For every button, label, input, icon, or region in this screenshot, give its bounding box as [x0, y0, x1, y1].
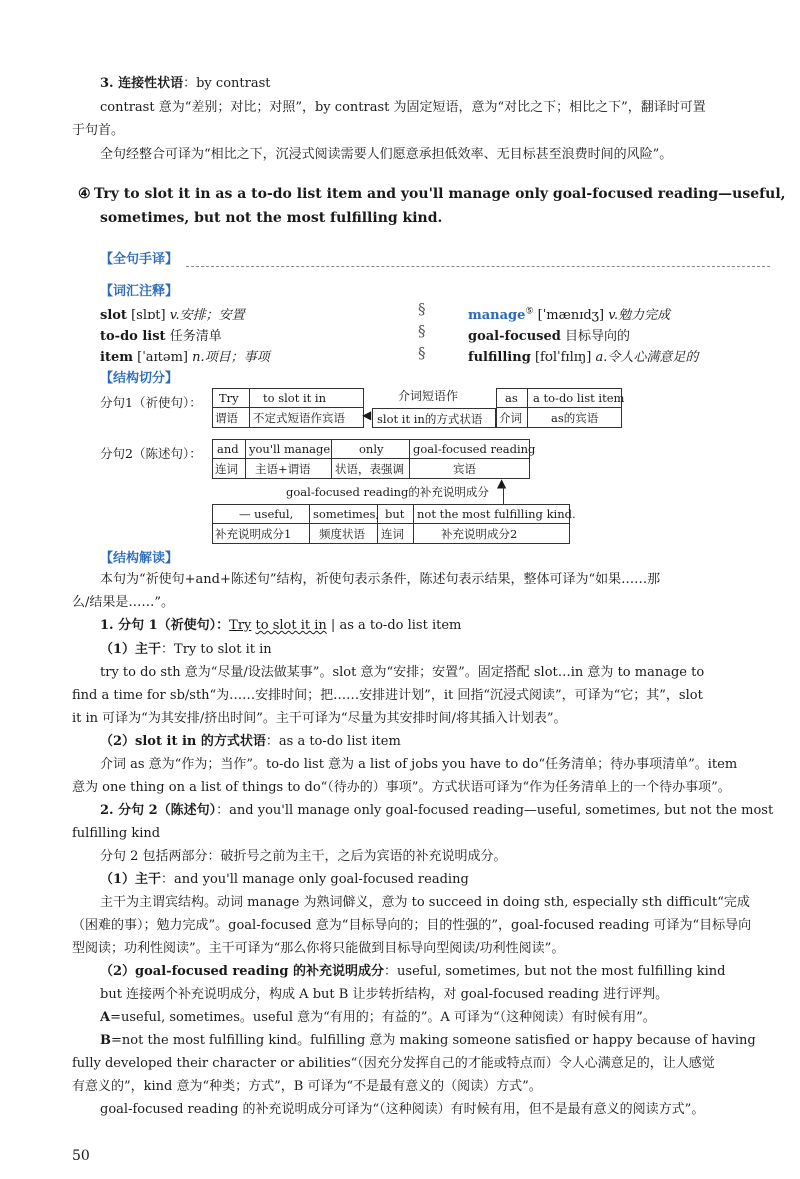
vocab-right-0: manage⑤ [ˈmænɪdʒ] v.勉力完成: [468, 306, 671, 323]
h1-heading: 1. 分句 1（祈使句）：Try to slot it in | as a to-do list item: [100, 618, 462, 633]
page-number: 50: [72, 1148, 90, 1164]
section3-p2: 全句经整合可译为“相比之下，沉浸式阅读需要人们愿意承担低效率、无目标甚至浪费时间的风险”。: [100, 147, 673, 162]
p7: goal-focused reading 的补充说明成分可译为“（这种阅读）有时候有用，但不是最有意义的阅读方式”。: [100, 1102, 705, 1117]
vocab-left-2: item [ˈaɪtəm] n.项目；事项: [100, 350, 270, 365]
p4-3: 型阅读；功利性阅读”。主干可译为“那么你将只能做到目标导向型阅读/功利性阅读”。: [72, 941, 565, 956]
p1-3: it in 可译为“为其安排/挤出时间”。主干可译为“尽量为其安排时间/将其插入计划表”。: [72, 711, 567, 726]
sentence-line1: Try to slot it in as a to-do list item and you'll manage only goal-focused reading—useful,: [94, 186, 786, 202]
h2-heading-cont: fulfilling kind: [72, 826, 161, 841]
p6-2: fully developed their character or abilities“（因充分发挥自己的才能或特点而）令人心满意足的，让人感觉: [72, 1056, 715, 1071]
p1-1: try to do sth 意为“尽量/设法做某事”。slot 意为“安排；安置”。固定搭配 slot…in 意为 to manage to: [100, 665, 705, 680]
clause1-label: 分句1（祈使句）：: [100, 395, 202, 410]
p2-2: 意为 one thing on a list of things to do“（待办的）事项”。方式状语可译为“作为任务清单上的一个待办事项”。: [72, 780, 731, 795]
h2-heading: 2. 分句 2（陈述句）：and you'll manage only goal-focused reading—useful, sometimes, but not the most: [100, 803, 774, 818]
p4-1: 主干为主谓宾结构。动词 manage 为熟词僻义，意为 to succeed in doing sth, especially sth difficult“完成: [100, 895, 750, 910]
b-line: B=not the most fulfilling kind。fulfilling 意为 making someone satisfied or happy because of having: [100, 1033, 756, 1048]
p3: 分句 2 包括两部分：破折号之前为主干，之后为宾语的补充说明成分。: [100, 849, 507, 864]
clause2-note: goal-focused reading的补充说明成分: [286, 485, 489, 499]
divider-icon: §: [418, 344, 426, 362]
sentence-line2: sometimes, but not the most fulfilling kind.: [100, 210, 443, 226]
vocab-right-1: goal-focused 目标导向的: [468, 329, 630, 344]
clause2-label: 分句2（陈述句）：: [100, 446, 202, 461]
translation-blank-line: [186, 266, 770, 267]
arrow-left-icon: ◀: [362, 408, 372, 422]
p6-3: 有意义的”，kind 意为“种类；方式”，B 可译为“不是最有意义的（阅读）方式”。: [72, 1079, 542, 1094]
p5: but 连接两个补充说明成分，构成 A but B 让步转折结构，对 goal-focused reading 进行评判。: [100, 987, 669, 1002]
section3-p1b: 于句首。: [72, 123, 125, 138]
p1-2: find a time for sb/sth“为……安排时间；把……安排进计划”，it 回指“沉浸式阅读”，可译为“它；其”，slot: [72, 688, 703, 703]
arrow-stem: [503, 486, 504, 504]
divider-icon: §: [418, 322, 426, 340]
analysis-intro2: 么/结果是……”。: [72, 595, 175, 610]
analysis-intro1: 本句为“祈使句+and+陈述句”结构，祈使句表示条件，陈述句表示结果，整体可译为“如果……那: [100, 572, 661, 587]
vocab-right-2: fulfilling [fʊlˈfɪlɪŋ] a.令人心满意足的: [468, 350, 699, 365]
a-line: A=useful, sometimes。useful 意为“有用的；有益的”。A 可译为“（这种阅读）有时候有用”。: [100, 1010, 656, 1025]
h1-1-heading: （1）主干：Try to slot it in: [100, 642, 272, 657]
h1-2-heading: （2）slot it in 的方式状语：as a to-do list item: [100, 734, 401, 749]
clause1-mid-label: 介词短语作: [398, 389, 459, 403]
p4-2: （困难的事）；勉力完成”。goal-focused 意为“目标导向的；目的性强的”，goal-focused reading 可译为“目标导向: [72, 918, 752, 933]
h2-1-heading: （1）主干：and you'll manage only goal-focused reading: [100, 872, 469, 887]
clause1-mid-box: slot it in的方式状语: [372, 408, 496, 428]
label-vocab: 【词汇注释】: [100, 284, 179, 299]
clause3-box: — useful, sometimes, but not the most fulfilling kind. 补充说明成分1 频度状语 连词 补充说明成分2: [212, 504, 570, 544]
h2-2-heading: （2）goal-focused reading 的补充说明成分：useful, sometimes, but not the most fulfilling kind: [100, 964, 726, 979]
clause1-box-left: Try to slot it in 谓语 不定式短语作宾语: [212, 388, 364, 428]
clause1-box-right: as a to-do list item 介词 as的宾语: [496, 388, 622, 428]
divider-icon: §: [418, 300, 426, 318]
vocab-left-1: to-do list 任务清单: [100, 329, 222, 344]
sentence-number: ④: [78, 186, 91, 202]
p2-1: 介词 as 意为“作为；当作”。to-do list 意为 a list of jobs you have to do“任务清单；待办事项清单”。item: [100, 757, 738, 772]
vocab-left-0: slot [slɒt] v.安排；安置: [100, 308, 245, 323]
label-structure: 【结构切分】: [100, 371, 179, 386]
section3-p1: contrast 意为“差别；对比；对照”，by contrast 为固定短语，意为“对比之下；相比之下”，翻译时可置: [100, 100, 706, 115]
section3-heading: 3. 连接性状语：by contrast: [100, 76, 271, 91]
label-translation: 【全句手译】: [100, 252, 179, 267]
label-analysis: 【结构解读】: [100, 551, 179, 566]
arrow-up-icon: ▲: [497, 476, 507, 490]
clause2-box: and you'll manage only goal-focused reading 连词 主语+谓语 状语，表强调 宾语: [212, 439, 530, 479]
